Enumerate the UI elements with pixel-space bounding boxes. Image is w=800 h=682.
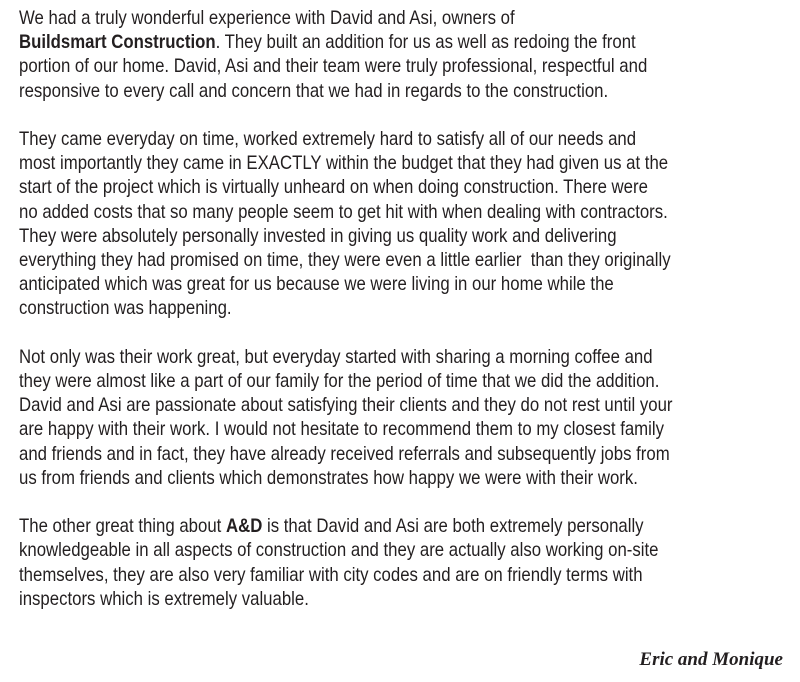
text-line: they were almost like a part of our family for the period of time that we did the addition. <box>19 370 660 393</box>
paragraph-budget <box>19 127 800 321</box>
text-fragment: . They built an addition for us as well as redoing the front <box>215 31 636 54</box>
text-line: start of the project which is virtually unheard on when doing construction. There were <box>19 176 648 199</box>
testimonial-body <box>19 6 800 635</box>
text-line: anticipated which was great for us because we were living in our home while the <box>19 273 614 296</box>
text-line: They came everyday on time, worked extremely hard to satisfy all of our needs and <box>19 128 637 150</box>
text-line <box>19 30 793 54</box>
text-line: Not only was their work great, but everyday started with sharing a morning coffee and <box>19 345 653 368</box>
paragraph-expertise <box>19 514 800 611</box>
text-line: themselves, they are also very familiar with city codes and are on friendly terms with <box>19 563 643 586</box>
text-line: us from friends and clients which demonstrates how happy we were with their work. <box>19 466 638 489</box>
text-line: are happy with their work. I would not hesitate to recommend them to my closest family <box>19 418 664 441</box>
text-line: portion of our home. David, Asi and their team were truly professional, respectful and <box>19 55 648 78</box>
text-line: knowledgeable in all aspects of construction and they are actually also working on-site <box>19 539 659 562</box>
signature: Eric and Monique <box>639 649 783 670</box>
text-line: They were absolutely personally invested in giving us quality work and delivering <box>19 224 617 247</box>
text-fragment: The other great thing about <box>19 515 226 538</box>
text-line: responsive to every call and concern that we had in regards to the construction. <box>19 79 609 102</box>
text-line: everything they had promised on time, they were even a little earlier than they originally <box>19 249 671 272</box>
text-line: construction was happening. <box>19 297 232 320</box>
text-line: inspectors which is extremely valuable. <box>19 587 309 610</box>
text-line <box>19 514 793 538</box>
text-line: no added costs that so many people seem to get hit with when dealing with contractors. <box>19 200 668 223</box>
company-name: Buildsmart Construction <box>19 31 216 54</box>
text-line: and friends and in fact, they have already received referrals and subsequently jobs from <box>19 442 670 465</box>
company-abbreviation: A&D <box>225 515 263 538</box>
text-line: David and Asi are passionate about satisfying their clients and they do not rest until your <box>19 394 673 417</box>
paragraph-family <box>19 345 800 490</box>
text-line: We had a truly wonderful experience with David and Asi, owners of <box>19 7 515 29</box>
text-fragment: is that David and Asi are both extremely personally <box>262 515 644 538</box>
text-line: most importantly they came in EXACTLY within the budget that they had given us at the <box>19 152 669 175</box>
paragraph-intro <box>19 6 800 103</box>
